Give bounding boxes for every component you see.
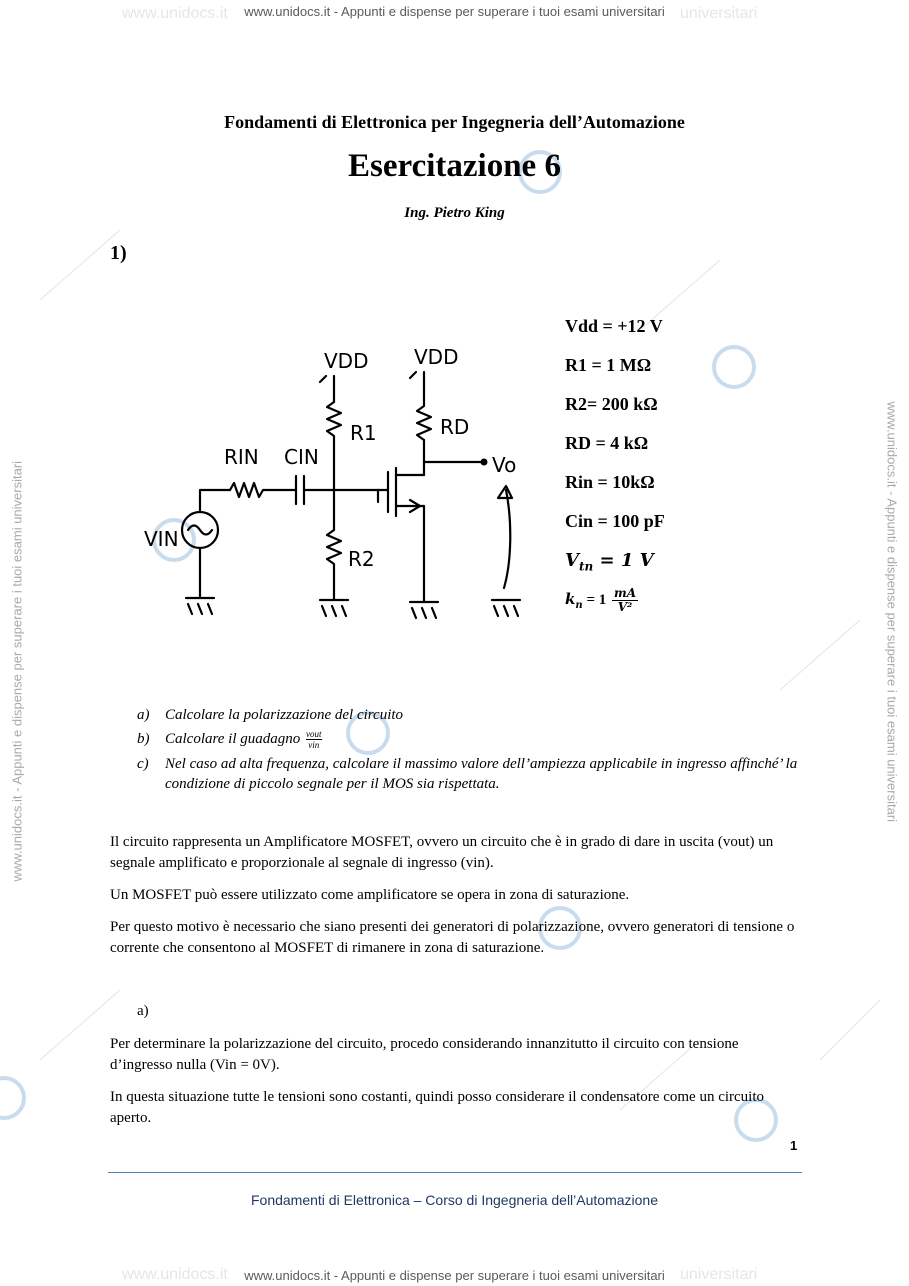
question-list (137, 705, 817, 798)
rin-resistor (230, 483, 296, 497)
question-item (137, 729, 817, 750)
page-number: 1 (790, 1138, 798, 1153)
label-vo: Vo (492, 453, 517, 477)
param-vtn (565, 548, 665, 587)
r1-resistor (327, 402, 341, 490)
kn-num: mA (614, 586, 637, 601)
label-rd: RD (440, 415, 470, 439)
label-cin: CIN (284, 445, 319, 469)
question-text: Calcolare il guadagno (165, 731, 301, 747)
watermark-side-right: www.unidocs.it - Appunti e dispense per superare i tuoi esami universitari (884, 401, 900, 823)
param-vdd: Vdd = +12 V (565, 316, 663, 336)
paragraph: Per questo motivo è necessario che siano presenti dei generatori di polarizzazione, ovvero generatori di tensione o corrente che consentono al MOSFET di rimanere in zona di saturazione. (110, 919, 795, 956)
vtn-sub: tn (578, 559, 594, 574)
subsection-label: a) (137, 1003, 149, 1019)
question-label: c) (137, 756, 149, 773)
label-rin: RIN (224, 445, 259, 469)
footer-divider (108, 1172, 802, 1173)
vtn-symbol: V (565, 550, 579, 571)
param-kn (565, 587, 665, 626)
question-text: Nel caso ad alta frequenza, calcolare il massimo valore dell’ampiezza applicabile in ingresso affinché’ la condizione di piccolo segnale per il MOS sia rispettata. (165, 756, 798, 793)
watermark-top: www.unidocs.it - Appunti e dispense per superare i tuoi esami universitari (244, 4, 665, 19)
watermark-ghost-right: universitari (680, 5, 758, 22)
label-vdd-right: VDD (414, 345, 459, 369)
r2-resistor (327, 490, 341, 600)
paragraph: In questa situazione tutte le tensioni sono costanti, quindi posso considerare il condensatore come un circuito aperto. (110, 1089, 765, 1126)
param-rin: Rin = 10kΩ (565, 472, 655, 492)
kn-den: V² (617, 600, 633, 615)
question-label: a) (137, 707, 150, 723)
gain-numerator: vout (306, 729, 322, 740)
circuit-diagram (138, 330, 528, 630)
page-footer: Fondamenti di Elettronica – Corso di Ingegneria dell’Automazione (250, 1192, 658, 1208)
vtn-value: = 1 V (593, 550, 654, 571)
exercise-number: 1) (110, 242, 127, 264)
watermark-bottom: www.unidocs.it - Appunti e dispense per superare i tuoi esami universitari (244, 1268, 665, 1283)
label-vdd-left: VDD (324, 349, 369, 373)
param-r2: R2= 200 kΩ (565, 394, 658, 414)
kn-eq: = 1 (582, 592, 610, 608)
circuit-parameters (565, 314, 665, 626)
author: Ing. Pietro King (404, 205, 505, 221)
label-r2: R2 (348, 547, 375, 571)
question-item (137, 705, 817, 725)
question-label: b) (137, 731, 150, 747)
watermark-side-left: www.unidocs.it - Appunti e dispense per superare i tuoi esami universitari (9, 460, 25, 882)
vo-node (481, 459, 488, 466)
kn-symbol: k (565, 590, 576, 608)
course-title: Fondamenti di Elettronica per Ingegneria dell’Automazione (224, 112, 685, 132)
paragraph: Per determinare la polarizzazione del circuito, procedo considerando innanzitutto il circuito con tensione d’ingresso nulla (Vin = 0V). (110, 1036, 739, 1073)
paragraph: Un MOSFET può essere utilizzato come amplificatore se opera in zona di saturazione. (110, 887, 630, 903)
watermark-ghost-left-bottom: www.unidocs.it (122, 1266, 228, 1283)
kn-sub: n (575, 600, 583, 611)
param-rd: RD = 4 kΩ (565, 433, 649, 453)
paragraph: Il circuito rappresenta un Amplificatore MOSFET, ovvero un circuito che è in grado di dare in uscita (vout) un segnale amplificato e proporzionale al segnale di ingresso (vin). (110, 834, 774, 871)
gain-denominator: vin (308, 740, 320, 751)
watermark-ghost-right-bottom: universitari (680, 1266, 758, 1283)
page-title: Esercitazione 6 (348, 148, 561, 184)
label-vin: VIN (144, 527, 179, 551)
watermark-ghost-left: www.unidocs.it (122, 5, 228, 22)
body-text (110, 832, 800, 1140)
label-r1: R1 (350, 421, 377, 445)
param-r1: R1 = 1 MΩ (565, 355, 652, 375)
rd-resistor (417, 390, 431, 440)
question-text: Calcolare la polarizzazione del circuito (165, 707, 404, 723)
question-item (137, 754, 817, 794)
param-cin: Cin = 100 pF (565, 511, 665, 531)
